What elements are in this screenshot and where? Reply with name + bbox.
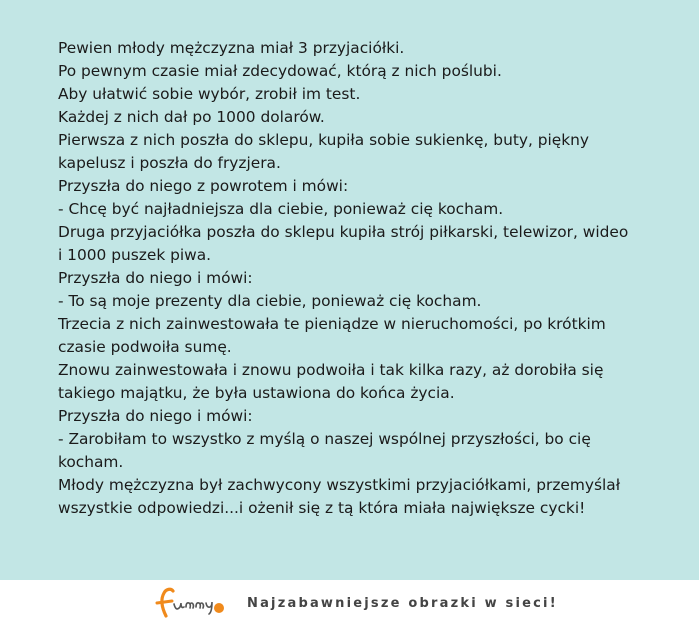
- tagline: Najzabawniejsze obrazki w sieci!: [247, 596, 558, 611]
- footer: [0, 580, 699, 626]
- story-line: wszystkie odpowiedzi...i ożenił się z tą która miała największe cycki!: [58, 499, 586, 517]
- story-line: kocham.: [58, 453, 124, 471]
- story-line: Młody mężczyzna był zachwycony wszystkimi przyjaciółkami, przemyślał: [58, 476, 621, 494]
- story-line: i 1000 puszek piwa.: [58, 246, 212, 264]
- story-line: Pewien młody mężczyzna miał 3 przyjaciółki.: [58, 39, 405, 57]
- story-line: Trzecia z nich zainwestowała te pieniądze w nieruchomości, po krótkim: [58, 315, 606, 333]
- story-line: Aby ułatwić sobie wybór, zrobił im test.: [58, 85, 361, 103]
- story-line: kapelusz i poszła do fryzjera.: [58, 154, 281, 172]
- funny-pl-logo-icon: [152, 586, 230, 620]
- story-line: - Zarobiłam to wszystko z myślą o naszej wspólnej przyszłości, bo cię: [58, 430, 591, 448]
- story-line: Przyszła do niego i mówi:: [58, 269, 253, 287]
- story-text: [58, 37, 658, 520]
- story-line: Pierwsza z nich poszła do sklepu, kupiła sobie sukienkę, buty, piękny: [58, 131, 590, 149]
- story-line: Druga przyjaciółka poszła do sklepu kupiła strój piłkarski, telewizor, wideo: [58, 223, 629, 241]
- story-line: - To są moje prezenty dla ciebie, ponieważ cię kocham.: [58, 292, 482, 310]
- story-line: czasie podwoiła sumę.: [58, 338, 232, 356]
- story-line: Przyszła do niego z powrotem i mówi:: [58, 177, 349, 195]
- story-line: Każdej z nich dał po 1000 dolarów.: [58, 108, 325, 126]
- story-line: Znowu zainwestowała i znowu podwoiła i tak kilka razy, aż dorobiła się: [58, 361, 604, 379]
- story-line: - Chcę być najładniejsza dla ciebie, ponieważ cię kocham.: [58, 200, 504, 218]
- story-line: takiego majątku, że była ustawiona do końca życia.: [58, 384, 455, 402]
- story-line: Po pewnym czasie miał zdecydować, którą z nich poślubi.: [58, 62, 502, 80]
- story-line: Przyszła do niego i mówi:: [58, 407, 253, 425]
